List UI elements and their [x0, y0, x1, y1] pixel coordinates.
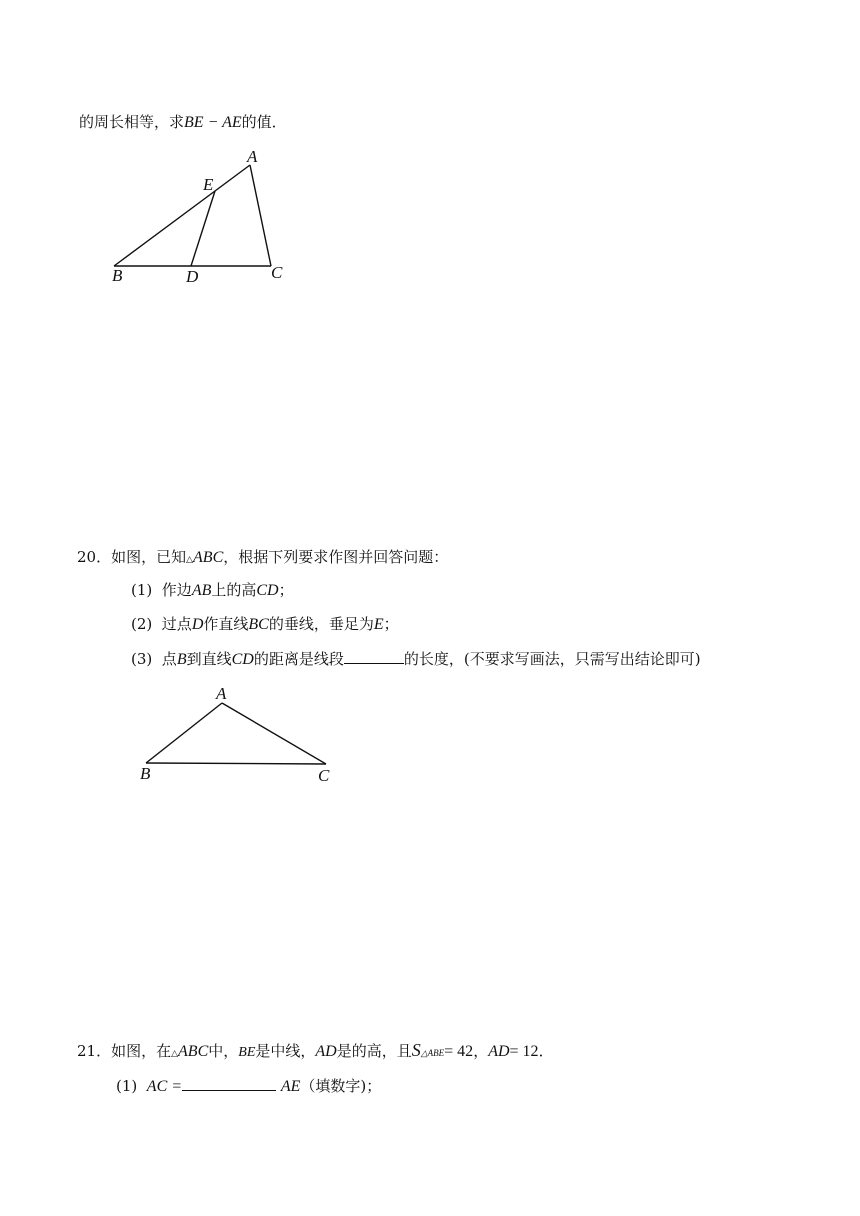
q19-label-e: E: [203, 175, 214, 194]
answer-blank[interactable]: [182, 1076, 276, 1091]
q19-label-b: B: [112, 266, 123, 285]
q20-number: 20．: [77, 548, 112, 566]
q20-item-3-a: 点: [161, 650, 177, 668]
q20-item-1-num: (1): [131, 581, 153, 599]
q21-number: 21．: [77, 1042, 112, 1060]
q21-ad: AD: [315, 1043, 337, 1060]
q19-tail-end: 的值．: [241, 113, 287, 131]
q19-label-a: A: [247, 147, 258, 166]
q21-e: ，: [473, 1042, 489, 1060]
q20-item-1-b: 上的高: [211, 581, 257, 599]
q21-item-1: [116, 1076, 381, 1097]
q20-item-3-v2: CD: [231, 651, 254, 668]
q20-item-2-v1: D: [191, 616, 204, 633]
q20-item-1-v2: CD: [256, 582, 279, 599]
q19-expression: BE − AE: [184, 114, 242, 131]
q20-intro-b: ，根据下列要求作图并回答问题：: [223, 548, 449, 566]
q20-intro-a: 如图，已知: [111, 548, 187, 566]
q21-eq1: = 42: [444, 1043, 474, 1060]
triangle-symbol: △: [171, 1049, 179, 1059]
q20-item-2-d: ；: [383, 615, 399, 633]
q20-label-c: C: [318, 766, 330, 785]
q21-abc: ABC: [178, 1043, 209, 1060]
q21-be: BE: [238, 1045, 256, 1060]
q20-item-1-v1: AB: [191, 582, 212, 599]
q21-stem: [77, 1040, 554, 1064]
q21-f: ．: [538, 1042, 554, 1060]
q20-item-3-d: 的长度，(不要求写画法，只需写出结论即可): [403, 650, 701, 668]
q19-tail-text: 的周长相等，求: [79, 113, 185, 131]
q20-item-3-v1: B: [176, 651, 187, 668]
q21-d: 是的高，且: [336, 1042, 412, 1060]
q20-side-ac: [222, 703, 326, 764]
triangle-symbol: △: [186, 555, 194, 565]
q21-item-1-ae: AE: [280, 1078, 301, 1095]
q20-item-2-b: 作直线: [203, 615, 249, 633]
q20-item-2-num: (2): [131, 615, 153, 633]
q20-item-1-a: 作边: [161, 581, 192, 599]
q20-item-3-b: 到直线: [186, 650, 232, 668]
q21-ad2: AD: [488, 1043, 510, 1060]
q21-b: 中，: [208, 1042, 239, 1060]
q20-item-1-c: ；: [278, 581, 294, 599]
q20-item-3-c: 的距离是线段: [253, 650, 344, 668]
q21-eq2: = 12: [509, 1043, 539, 1060]
q20-item-2-c: 的垂线，垂足为: [268, 615, 374, 633]
q20-label-a: A: [216, 684, 227, 703]
q20-item-2-v2: BC: [248, 616, 269, 633]
q21-item-1-num: (1): [116, 1077, 138, 1095]
q21-item-1-ac: AC =: [146, 1078, 183, 1095]
q21-area-symbol: S: [411, 1040, 421, 1060]
q19-label-d: D: [186, 267, 199, 286]
q20-side-bc: [146, 763, 326, 764]
q20-side-ab: [146, 703, 222, 763]
q20-item-2-v3: E: [373, 616, 384, 633]
q21-area-subscript: △ABE: [420, 1048, 445, 1058]
q20-label-b: B: [140, 764, 151, 783]
q19-label-c: C: [271, 263, 283, 282]
q21-c: 是中线，: [255, 1042, 316, 1060]
q20-item-2-a: 过点: [161, 615, 192, 633]
q21-item-1-rest: （填数字)；: [300, 1077, 382, 1095]
q21-a: 如图，在: [111, 1042, 172, 1060]
q20-item-3-num: (3): [131, 650, 153, 668]
q20-intro-abc: ABC: [193, 549, 224, 566]
